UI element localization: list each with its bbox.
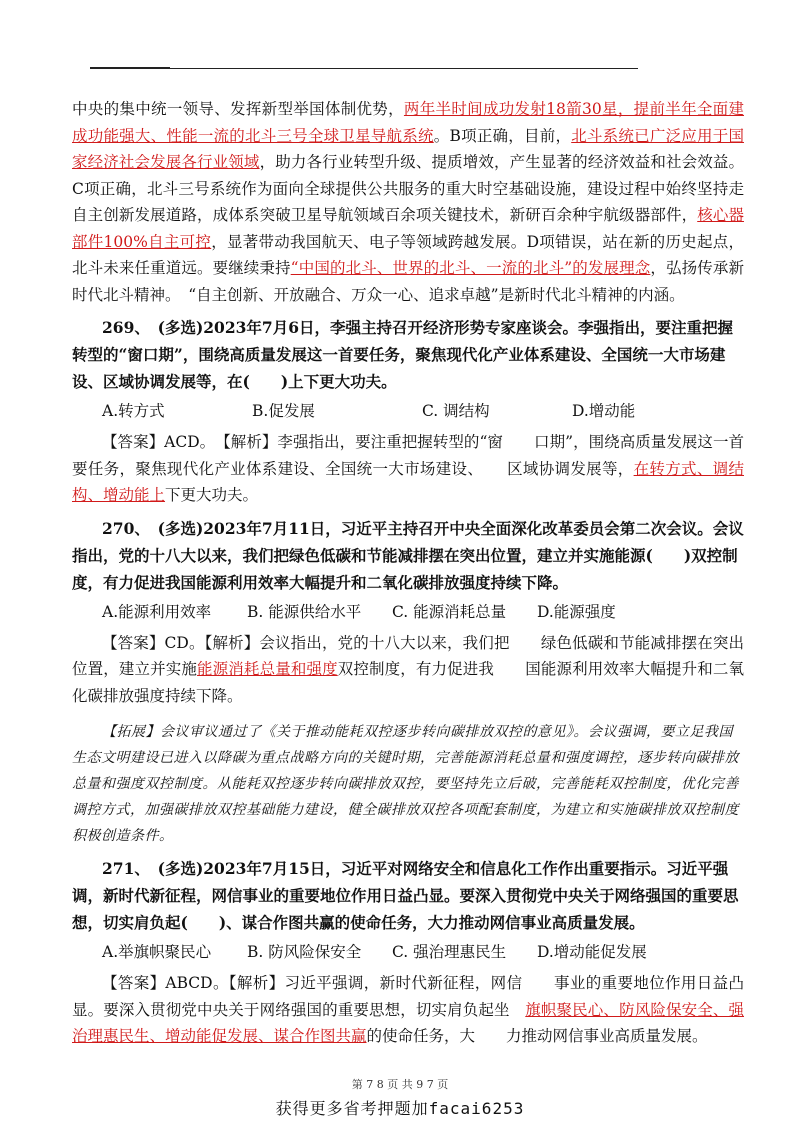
option-a: A.转方式 [102, 402, 165, 420]
option-d: D.增动能 [572, 402, 636, 420]
key-point-highlight: 在转方式、调结构、增动能上 [72, 459, 744, 504]
question-270: 270、 (多选)2023年7月11日，习近平主持召开中央全面深化改革委员会第二次会议。会议指出，党的十八大以来，我们把绿色低碳和节能减排摆在突出位置，建立并实施能源( )双控制度，有力促进我国能源利用效率大幅提升和二氧化碳排放强度持续下降。 [72, 518, 744, 592]
key-point-highlight: “中国的北斗、世界的北斗、一流的北斗”的发展理念 [290, 259, 651, 277]
page-number: 第 7 8 页 共 9 7 页 [351, 1078, 449, 1091]
content-body [72, 96, 744, 1050]
key-point-highlight: 核心器部件100%自主可控 [72, 206, 744, 251]
option-b: B. 防风险保安全 [247, 943, 362, 961]
promo-text: 获得更多省考押题加facai6253 [275, 1099, 525, 1118]
key-point-highlight: 能源消耗总量和强度 [197, 660, 338, 678]
option-c: C. 强治理惠民生 [392, 943, 507, 961]
question-269-options [72, 398, 744, 425]
answer-270: 【答案】CD。【解析】会议指出，党的十八大以来，我们把 绿色低碳和节能减排摆在突出位置，建立并实施能源消耗总量和强度双控制度，有力促进我 国能源利用效率大幅提升和二氧化碳排放强度持续下降。 [72, 633, 744, 705]
question-271-options [72, 939, 744, 966]
option-d: D.能源强度 [537, 602, 616, 621]
option-c: C. 能源消耗总量 [392, 602, 507, 621]
header-rule [90, 68, 638, 69]
key-point-highlight: 旗帜聚民心、防风险保安全、强治理惠民生、增动能促发展、谋合作图共赢 [72, 1000, 744, 1045]
option-a: A.举旗帜聚民心 [102, 943, 212, 961]
extension-note-270: 【拓展】会议审议通过了《关于推动能耗双控逐步转向碳排放双控的意见》。会议强调，要立足我国生态文明建设已进入以降碳为重点战略方向的关键时期，完善能源消耗总量和强度调控，逐步转向碳排放总量和强度双控制度。从能耗双控逐步转向碳排放双控，要坚持先立后破，完善能耗双控制度，优化完善调控方式，加强碳排放双控基础能力建设，健全碳排放双控各项配套制度，为建立和实施碳排放双控制度积极创造条件。 [72, 724, 739, 844]
question-271: 271、 (多选)2023年7月15日，习近平对网络安全和信息化工作作出重要指示。习近平强调，新时代新征程，网信事业的重要地位作用日益凸显。要深入贯彻党中央关于网络强国的重要思想，切实肩负起( )、谋合作图共赢的使命任务，大力推动网信事业高质量发展。 [72, 859, 739, 932]
option-c: C. 调结构 [422, 402, 490, 420]
option-a: A.能源利用效率 [102, 602, 212, 621]
question-269: 269、 (多选)2023年7月6日，李强主持召开经济形势专家座谈会。李强指出，要注重把握转型的“窗口期”，围绕高质量发展这一首要任务，聚焦现代化产业体系建设、全国统一大市场建设、区域协调发展等，在( )上下更大功夫。 [72, 318, 733, 391]
answer-271: 【答案】ABCD。【解析】习近平强调，新时代新征程，网信 事业的重要地位作用日益凸显。要深入贯彻党中央关于网络强国的重要思想，切实肩负起坐 旗帜聚民心、防风险保安全、强治理惠民生、增动能促发展、谋合作图共赢的使命任务，大 力推动网信事业高质量发展。 [72, 974, 744, 1045]
answer-269: 【答案】ACD。 【解析】李强指出，要注重把握转型的“窗 口期”，围绕高质量发展这一首要任务，聚焦现代化产业体系建设、全国统一大市场建设、 区域协调发展等，在转方式、调结构、增动能上下更大功夫。 [72, 433, 744, 504]
question-270-options [72, 599, 744, 626]
key-point-highlight: 北斗系统已广泛应用于国家经济社会发展各行业领域 [72, 126, 744, 171]
key-point-highlight: 两年半时间成功发射18箭30星，提前半年全面建成功能强大、性能一流的北斗三号全球卫星导航系统 [72, 100, 744, 145]
option-d: D.增动能促发展 [537, 943, 647, 961]
option-b: B. 能源供给水平 [247, 602, 362, 621]
option-b: B.促发展 [252, 402, 315, 420]
q268-explanation-continued: 中央的集中统一领导、发挥新型举国体制优势，两年半时间成功发射18箭30星，提前半年全面建成功能强大、性能一流的北斗三号全球卫星导航系统。B项正确，目前，北斗系统已广泛应用于国家经济社会发展各行业领域，助力各行业转型升级、提质增效，产生显著的经济效益和社会效益。C项正确，北斗三号系统作为面向全球提供公共服务的重大时空基础设施，建设过程中始终坚持走自主创新发展道路，成体系突破卫星导航领域百余项关键技术，新研百余种宇航级器部件，核心器部件100%自主可控，显著带动我国航天、电子等领域跨越发展。D项错误，站在新的历史起点，北斗未来任重道远。要继续秉持“中国的北斗、世界的北斗、一流的北斗”的发展理念，弘扬传承新时代北斗精神。 “自主创新、开放融合、万众一心、追求卓越”是新时代北斗精神的内涵。 [72, 100, 744, 304]
